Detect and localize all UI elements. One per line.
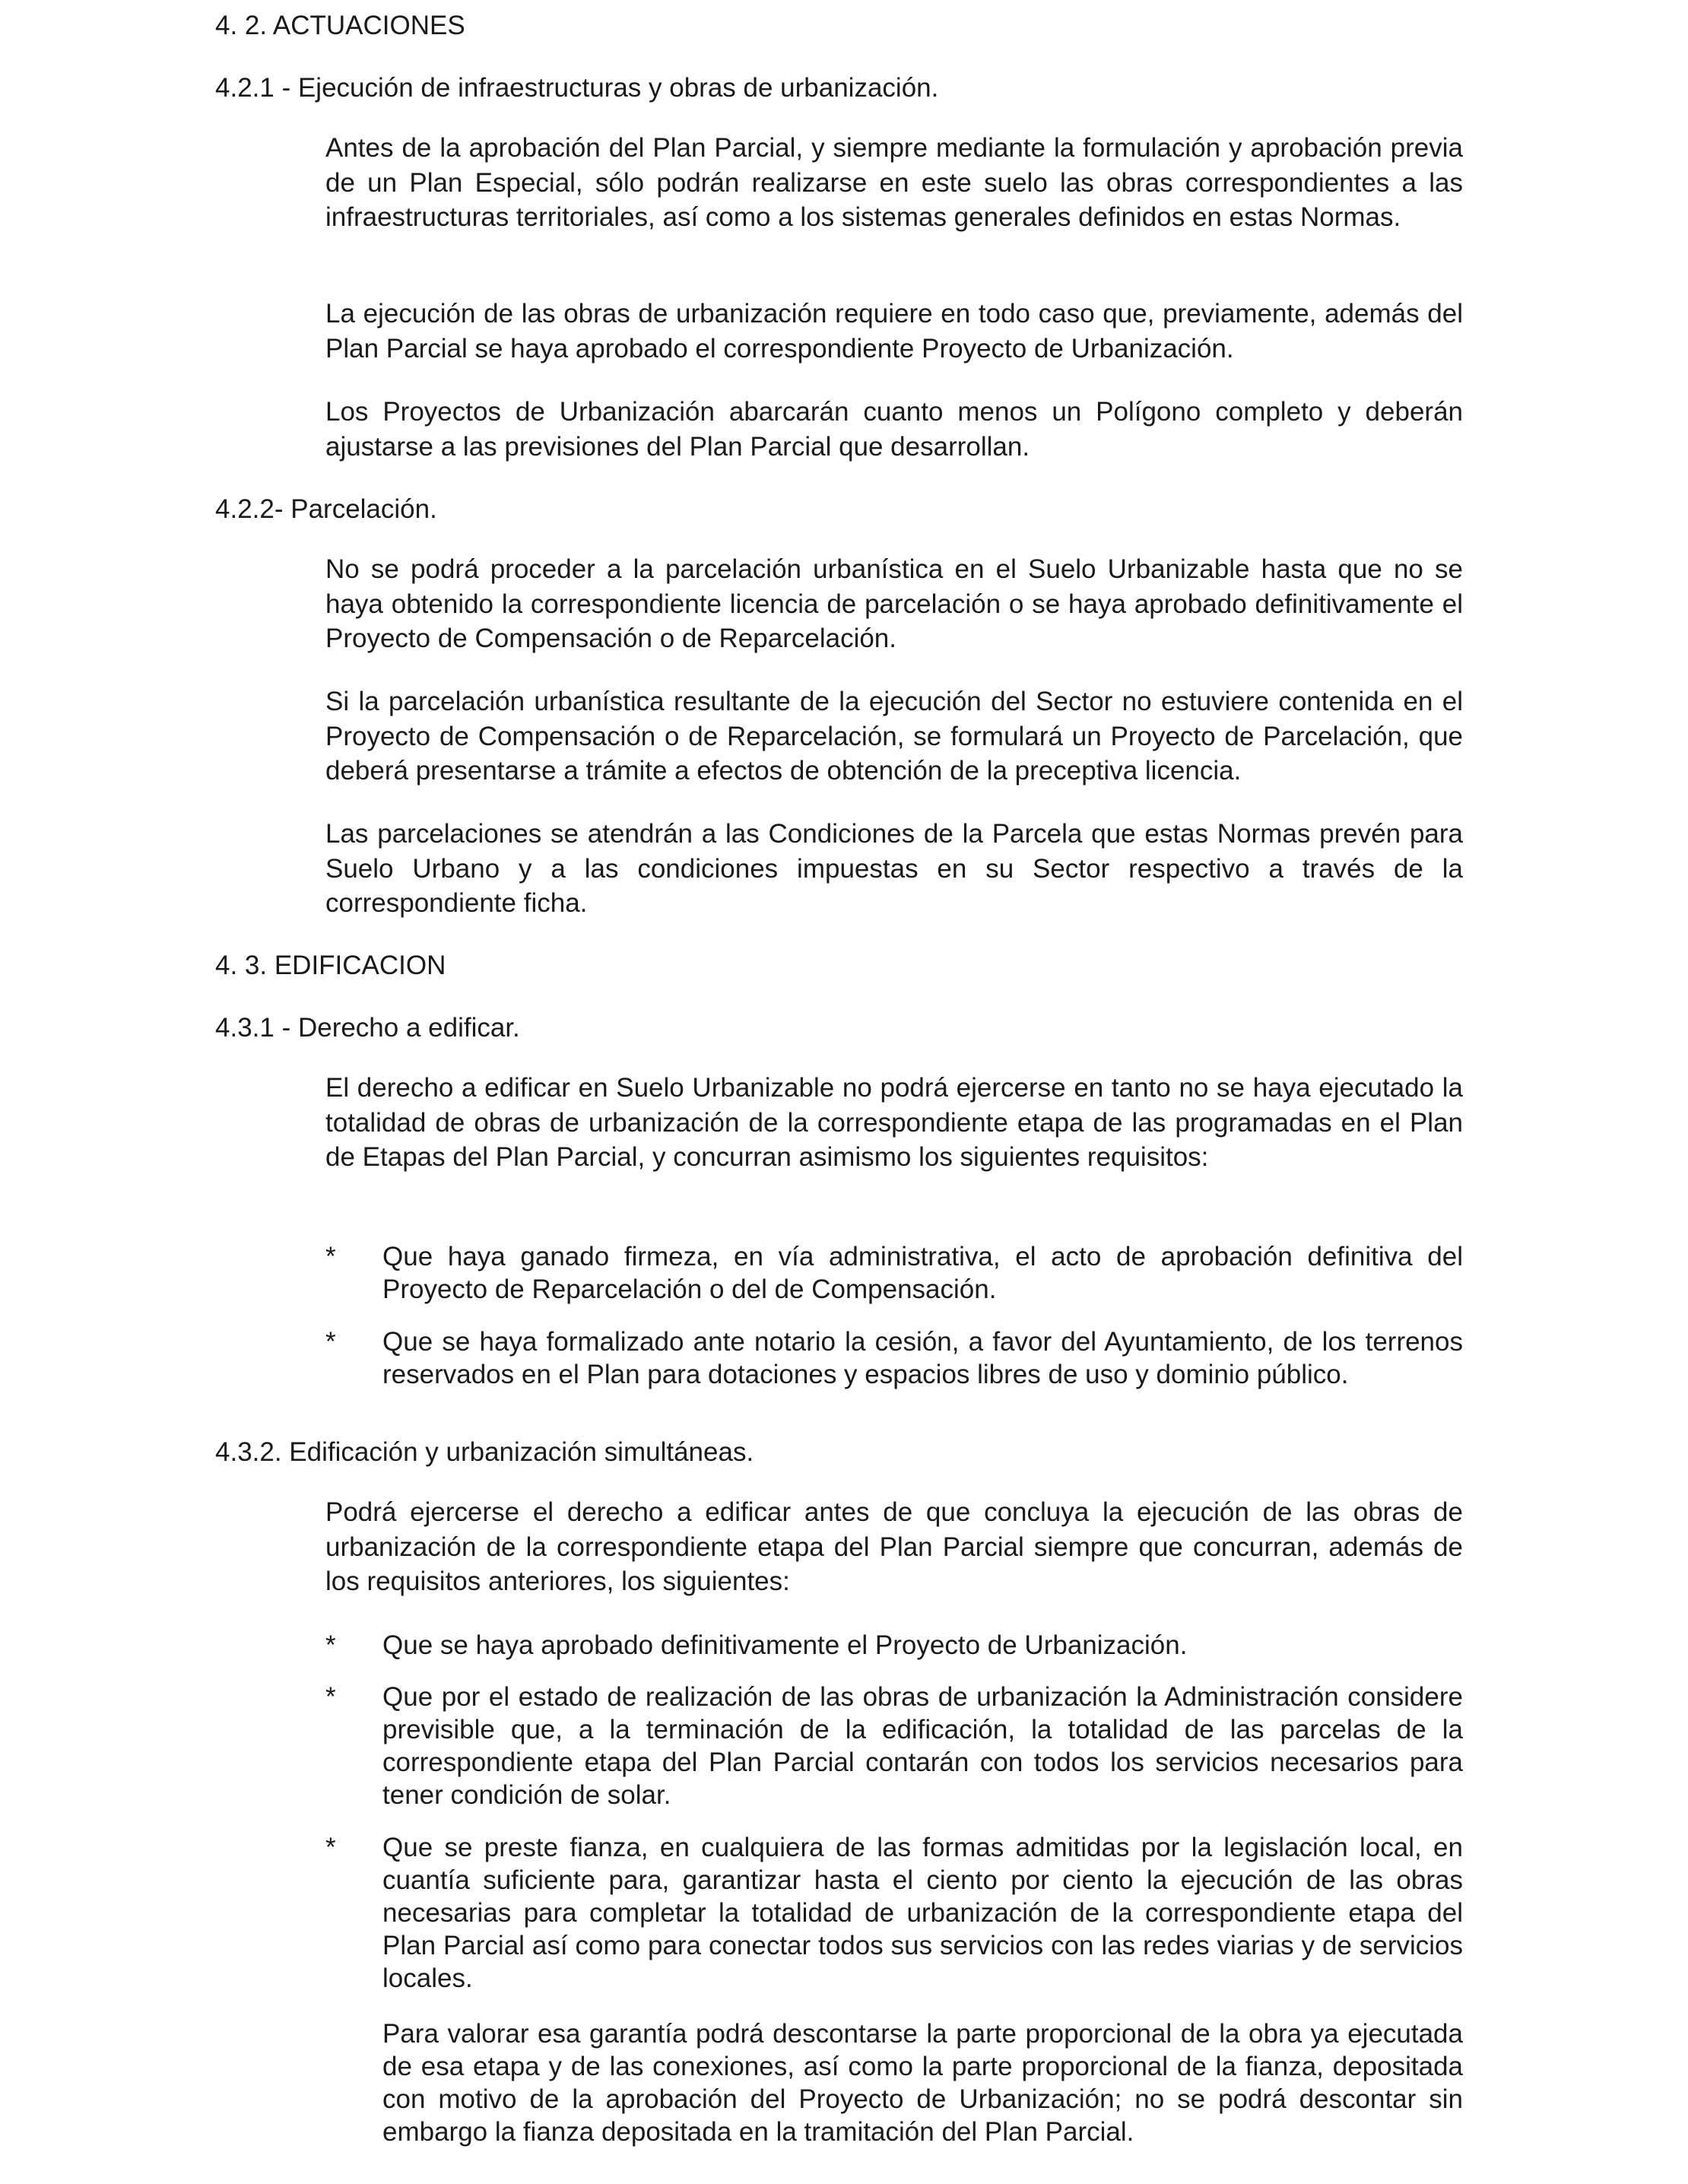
bullet-marker: * xyxy=(325,1682,336,1712)
bullet-marker: * xyxy=(325,1242,336,1271)
section-heading-4-2: 4. 2. ACTUACIONES xyxy=(215,11,465,40)
bullet-item-4-3-1-1: Que haya ganado firmeza, en vía administrativa, el acto de aprobación definitiva del Proyecto de Reparcelación o del de Compensación. xyxy=(382,1242,1463,1304)
subsection-heading-4-2-2: 4.2.2- Parcelación. xyxy=(215,494,437,524)
subsection-heading-4-3-1: 4.3.1 - Derecho a edificar. xyxy=(215,1013,520,1043)
paragraph-4-2-1-c: Los Proyectos de Urbanización abarcarán cuanto menos un Polígono completo y deberán ajustarse a las previsiones del Plan Parcial que desarrollan. xyxy=(325,397,1463,462)
bullet-marker: * xyxy=(325,1833,336,1862)
bullet-item-4-3-2-2: Que por el estado de realización de las obras de urbanización la Administración considere previsible que, a la terminación de la edificación, la totalidad de las parcelas de la correspondiente etapa del Plan Parcial contarán con todos los servicios necesarios para tener condición de solar. xyxy=(382,1682,1463,1810)
bullet-marker: * xyxy=(325,1327,336,1357)
bullet-marker: * xyxy=(325,1630,336,1660)
bullet-item-4-3-1-2: Que se haya formalizado ante notario la cesión, a favor del Ayuntamiento, de los terrenos reservados en el Plan para dotaciones y espacios libres de uso y dominio público. xyxy=(382,1327,1463,1389)
section-heading-4-3: 4. 3. EDIFICACION xyxy=(215,951,446,980)
paragraph-4-2-1-b: La ejecución de las obras de urbanización requiere en todo caso que, previamente, además del Plan Parcial se haya aprobado el correspondiente Proyecto de Urbanización. xyxy=(325,299,1463,363)
paragraph-4-3-1-a: El derecho a edificar en Suelo Urbanizable no podrá ejercerse en tanto no se haya ejecutado la totalidad de obras de urbanización de la correspondiente etapa de las programadas en el Plan de Etapas del Plan Parcial, y concurran asimismo los siguientes requisitos: xyxy=(325,1073,1463,1172)
paragraph-4-2-2-b: Si la parcelación urbanística resultante de la ejecución del Sector no estuviere contenida en el Proyecto de Compensación o de Reparcelación, se formulará un Proyecto de Parcelación, que deberá presentarse a trámite a efectos de obtención de la preceptiva licencia. xyxy=(325,687,1463,786)
paragraph-4-2-2-c: Las parcelaciones se atendrán a las Condiciones de la Parcela que estas Normas prevén para Suelo Urbano y a las condiciones impuestas en su Sector respectivo a través de la correspondiente ficha. xyxy=(325,819,1463,918)
subsection-heading-4-2-1: 4.2.1 - Ejecución de infraestructuras y obras de urbanización. xyxy=(215,73,939,103)
bullet-continuation-4-3-2-3: Para valorar esa garantía podrá descontarse la parte proporcional de la obra ya ejecutada de esa etapa y de las conexiones, así como la parte proporcional de la fianza, depositada con motivo de la aprobación del Proyecto de Urbanización; no se podrá descontar sin embargo la fianza depositada en la tramitación del Plan Parcial. xyxy=(382,2019,1463,2147)
bullet-item-4-3-2-3: Que se preste fianza, en cualquiera de las formas admitidas por la legislación local, en cuantía suficiente para, garantizar hasta el ciento por ciento la ejecución de las obras necesarias para completar la totalidad de urbanización de la correspondiente etapa del Plan Parcial así como para conectar todos sus servicios con las redes viarias y de servicios locales. xyxy=(382,1833,1463,1993)
bullet-item-4-3-2-1: Que se haya aprobado definitivamente el Proyecto de Urbanización. xyxy=(382,1630,1188,1660)
paragraph-4-2-1-a: Antes de la aprobación del Plan Parcial, y siempre mediante la formulación y aprobación previa de un Plan Especial, sólo podrán realizarse en este suelo las obras correspondientes a las infraestructuras territoriales, así como a los sistemas generales definidos en estas Normas. xyxy=(325,133,1463,232)
paragraph-4-3-2-a: Podrá ejercerse el derecho a edificar antes de que concluya la ejecución de las obras de urbanización de la correspondiente etapa del Plan Parcial siempre que concurran, además de los requisitos anteriores, los siguientes: xyxy=(325,1497,1463,1596)
subsection-heading-4-3-2: 4.3.2. Edificación y urbanización simultáneas. xyxy=(215,1437,754,1467)
paragraph-4-2-2-a: No se podrá proceder a la parcelación urbanística en el Suelo Urbanizable hasta que no se haya obtenido la correspondiente licencia de parcelación o se haya aprobado definitivamente el Proyecto de Compensación o de Reparcelación. xyxy=(325,554,1463,653)
